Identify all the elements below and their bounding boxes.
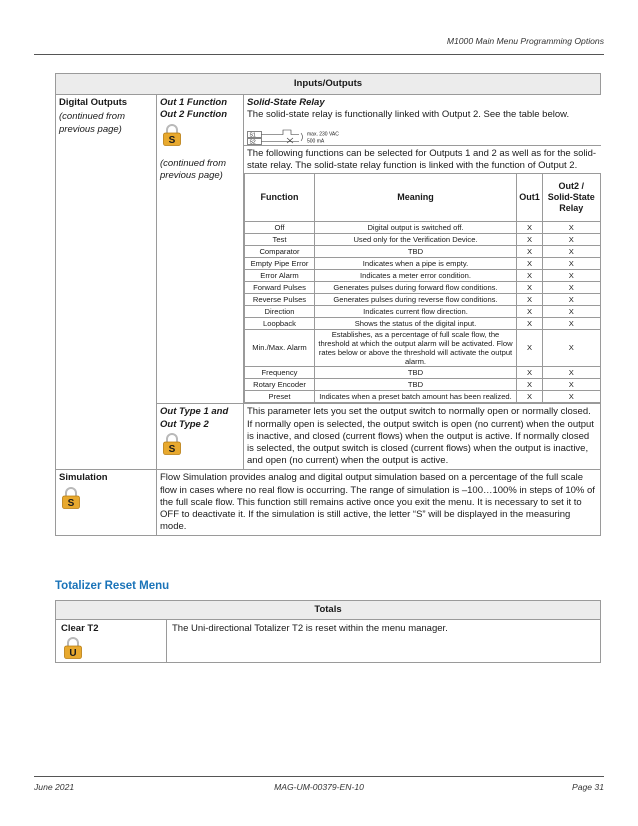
function-cell: Empty Pipe Error [245, 257, 315, 269]
max-current-label: 500 mA [307, 138, 325, 145]
meaning-cell: Used only for the Verification Device. [315, 233, 517, 245]
padlock-icon [162, 124, 182, 146]
meaning-cell: Indicates when a preset batch amount has been realized. [315, 391, 517, 403]
lock-letter: S [168, 134, 176, 146]
function-cell: Direction [245, 305, 315, 317]
table-row [245, 245, 601, 257]
out1-cell: X [517, 305, 543, 317]
out-type-title: Out Type 1 and [160, 406, 229, 418]
out-type-cell [157, 404, 244, 470]
out2-cell: X [543, 269, 601, 281]
continued-note: (continued from previous page) [59, 111, 126, 135]
table-row [245, 257, 601, 269]
totals-caption: Totals [56, 601, 601, 620]
header-divider [34, 54, 604, 55]
meaning-cell: Generates pulses during forward flow conditions. [315, 281, 517, 293]
table-row [245, 367, 601, 379]
meaning-cell: Indicates current flow direction. [315, 305, 517, 317]
lock-letter: U [69, 648, 77, 659]
clear-t2-description: The Uni-directional Totalizer T2 is reset within the menu manager. [167, 620, 601, 663]
out2-cell: X [543, 281, 601, 293]
functions-intro: The following functions can be selected for Outputs 1 and 2 as well as for the solid-state relay. The solid-state relay function is linked with the function of Output 2. [247, 148, 597, 172]
function-cell: Comparator [245, 245, 315, 257]
digital-outputs-cell [56, 95, 157, 470]
out1-cell: X [517, 329, 543, 367]
out1-cell: X [517, 367, 543, 379]
table-row [245, 269, 601, 281]
digital-outputs-label: Digital Outputs [59, 97, 128, 109]
out-function-description [244, 95, 601, 404]
function-cell: Frequency [245, 367, 315, 379]
out2-cell: X [543, 257, 601, 269]
out2-cell: X [543, 317, 601, 329]
out2-cell: X [543, 293, 601, 305]
function-cell: Off [245, 221, 315, 233]
lock-letter: S [168, 443, 176, 455]
table-row [245, 317, 601, 329]
padlock-icon [63, 637, 83, 659]
meaning-cell: Digital output is switched off. [315, 221, 517, 233]
running-header: M1000 Main Menu Programming Options [446, 36, 604, 46]
relay-diagram [247, 127, 357, 147]
out2-cell: X [543, 245, 601, 257]
out1-cell: X [517, 293, 543, 305]
meaning-cell: Indicates when a pipe is empty. [315, 257, 517, 269]
function-cell: Rotary Encoder [245, 379, 315, 391]
max-voltage-label: max. 230 VAC [307, 131, 339, 138]
totals-table [55, 600, 601, 663]
clear-t2-cell [56, 620, 167, 663]
col-header-out1: Out1 [517, 173, 543, 221]
inputs-outputs-table [55, 73, 601, 536]
col-header-function: Function [245, 173, 315, 221]
out2-cell: X [543, 391, 601, 403]
out2-cell: X [543, 233, 601, 245]
out1-function-title: Out 1 Function [160, 97, 228, 109]
simulation-cell [56, 470, 157, 536]
meaning-cell: TBD [315, 245, 517, 257]
meaning-cell: Shows the status of the digital input. [315, 317, 517, 329]
padlock-icon [162, 433, 182, 455]
out2-cell: X [543, 305, 601, 317]
table-row [245, 233, 601, 245]
meaning-cell: Generates pulses during reverse flow conditions. [315, 293, 517, 305]
out-function-cell [157, 95, 244, 404]
out1-cell: X [517, 257, 543, 269]
meaning-cell: TBD [315, 367, 517, 379]
function-cell: Min./Max. Alarm [245, 329, 315, 367]
out1-cell: X [517, 269, 543, 281]
totalizer-section-heading: Totalizer Reset Menu [55, 580, 170, 592]
out1-cell: X [517, 245, 543, 257]
meaning-cell: Indicates a meter error condition. [315, 269, 517, 281]
continued-note: (continued from previous page) [160, 157, 227, 181]
footer-date: June 2021 [34, 782, 75, 792]
out1-cell: X [517, 317, 543, 329]
s1-label: S1 [249, 132, 256, 139]
simulation-label: Simulation [59, 472, 108, 484]
table-row [245, 221, 601, 233]
ssr-block [244, 95, 601, 145]
meaning-cell: Establishes, as a percentage of full scale flow, the threshold at which the output alarm will be activated. Flow rates below or above the threshold will activate the output alarm. [315, 329, 517, 367]
out2-cell: X [543, 367, 601, 379]
function-table-body [245, 221, 601, 403]
clear-t2-label: Clear T2 [61, 623, 99, 634]
lock-letter: S [67, 497, 75, 509]
footer-doc-id: MAG-UM-00379-EN-10 [274, 782, 364, 792]
table-row [245, 281, 601, 293]
out1-cell: X [517, 391, 543, 403]
meaning-cell: TBD [315, 379, 517, 391]
out-type-description: This parameter lets you set the output switch to normally open or normally closed. If normally open is selected, the output switch is open (no current) when the output is inactive, and closed (current flows) when the output is active. If normally closed is selected, the output switch is closed (current flows) when the output is inactive, and open (no current) when the output is active. [244, 404, 601, 470]
table-caption: Inputs/Outputs [56, 74, 601, 95]
out2-cell: X [543, 379, 601, 391]
function-cell: Loopback [245, 317, 315, 329]
col-header-out2: Out2 / Solid-State Relay [543, 173, 601, 221]
table-row [245, 379, 601, 391]
padlock-icon [61, 487, 81, 509]
out2-cell: X [543, 221, 601, 233]
footer-divider [34, 776, 604, 777]
out1-cell: X [517, 379, 543, 391]
out1-cell: X [517, 281, 543, 293]
table-row [245, 293, 601, 305]
table-row [245, 391, 601, 403]
out1-cell: X [517, 221, 543, 233]
functions-block [244, 145, 601, 172]
s2-label: S2 [249, 139, 256, 146]
out-type-title-2: Out Type 2 [160, 418, 209, 430]
function-cell: Test [245, 233, 315, 245]
ssr-title: Solid-State Relay [247, 97, 325, 109]
function-cell: Preset [245, 391, 315, 403]
function-cell: Forward Pulses [245, 281, 315, 293]
simulation-description: Flow Simulation provides analog and digital output simulation based on a percentage of the full scale flow in cases where no real flow is occurring. The range of simulation is –100…100% in steps of 10% of the full scale flow. This function still remains active once you exit the menu. It is necessary to set it to OFF to deactivate it. If the simulation is still active, the letter “S” will be displayed in the measuring mode. [157, 470, 601, 536]
function-cell: Error Alarm [245, 269, 315, 281]
function-cell: Reverse Pulses [245, 293, 315, 305]
function-table [244, 173, 601, 404]
table-row [245, 305, 601, 317]
out1-cell: X [517, 233, 543, 245]
out2-cell: X [543, 329, 601, 367]
col-header-meaning: Meaning [315, 173, 517, 221]
ssr-text: The solid-state relay is functionally linked with Output 2. See the table below. [247, 109, 570, 121]
table-row [245, 329, 601, 367]
footer-page-number: Page 31 [571, 782, 604, 792]
out2-function-title: Out 2 Function [160, 109, 228, 121]
